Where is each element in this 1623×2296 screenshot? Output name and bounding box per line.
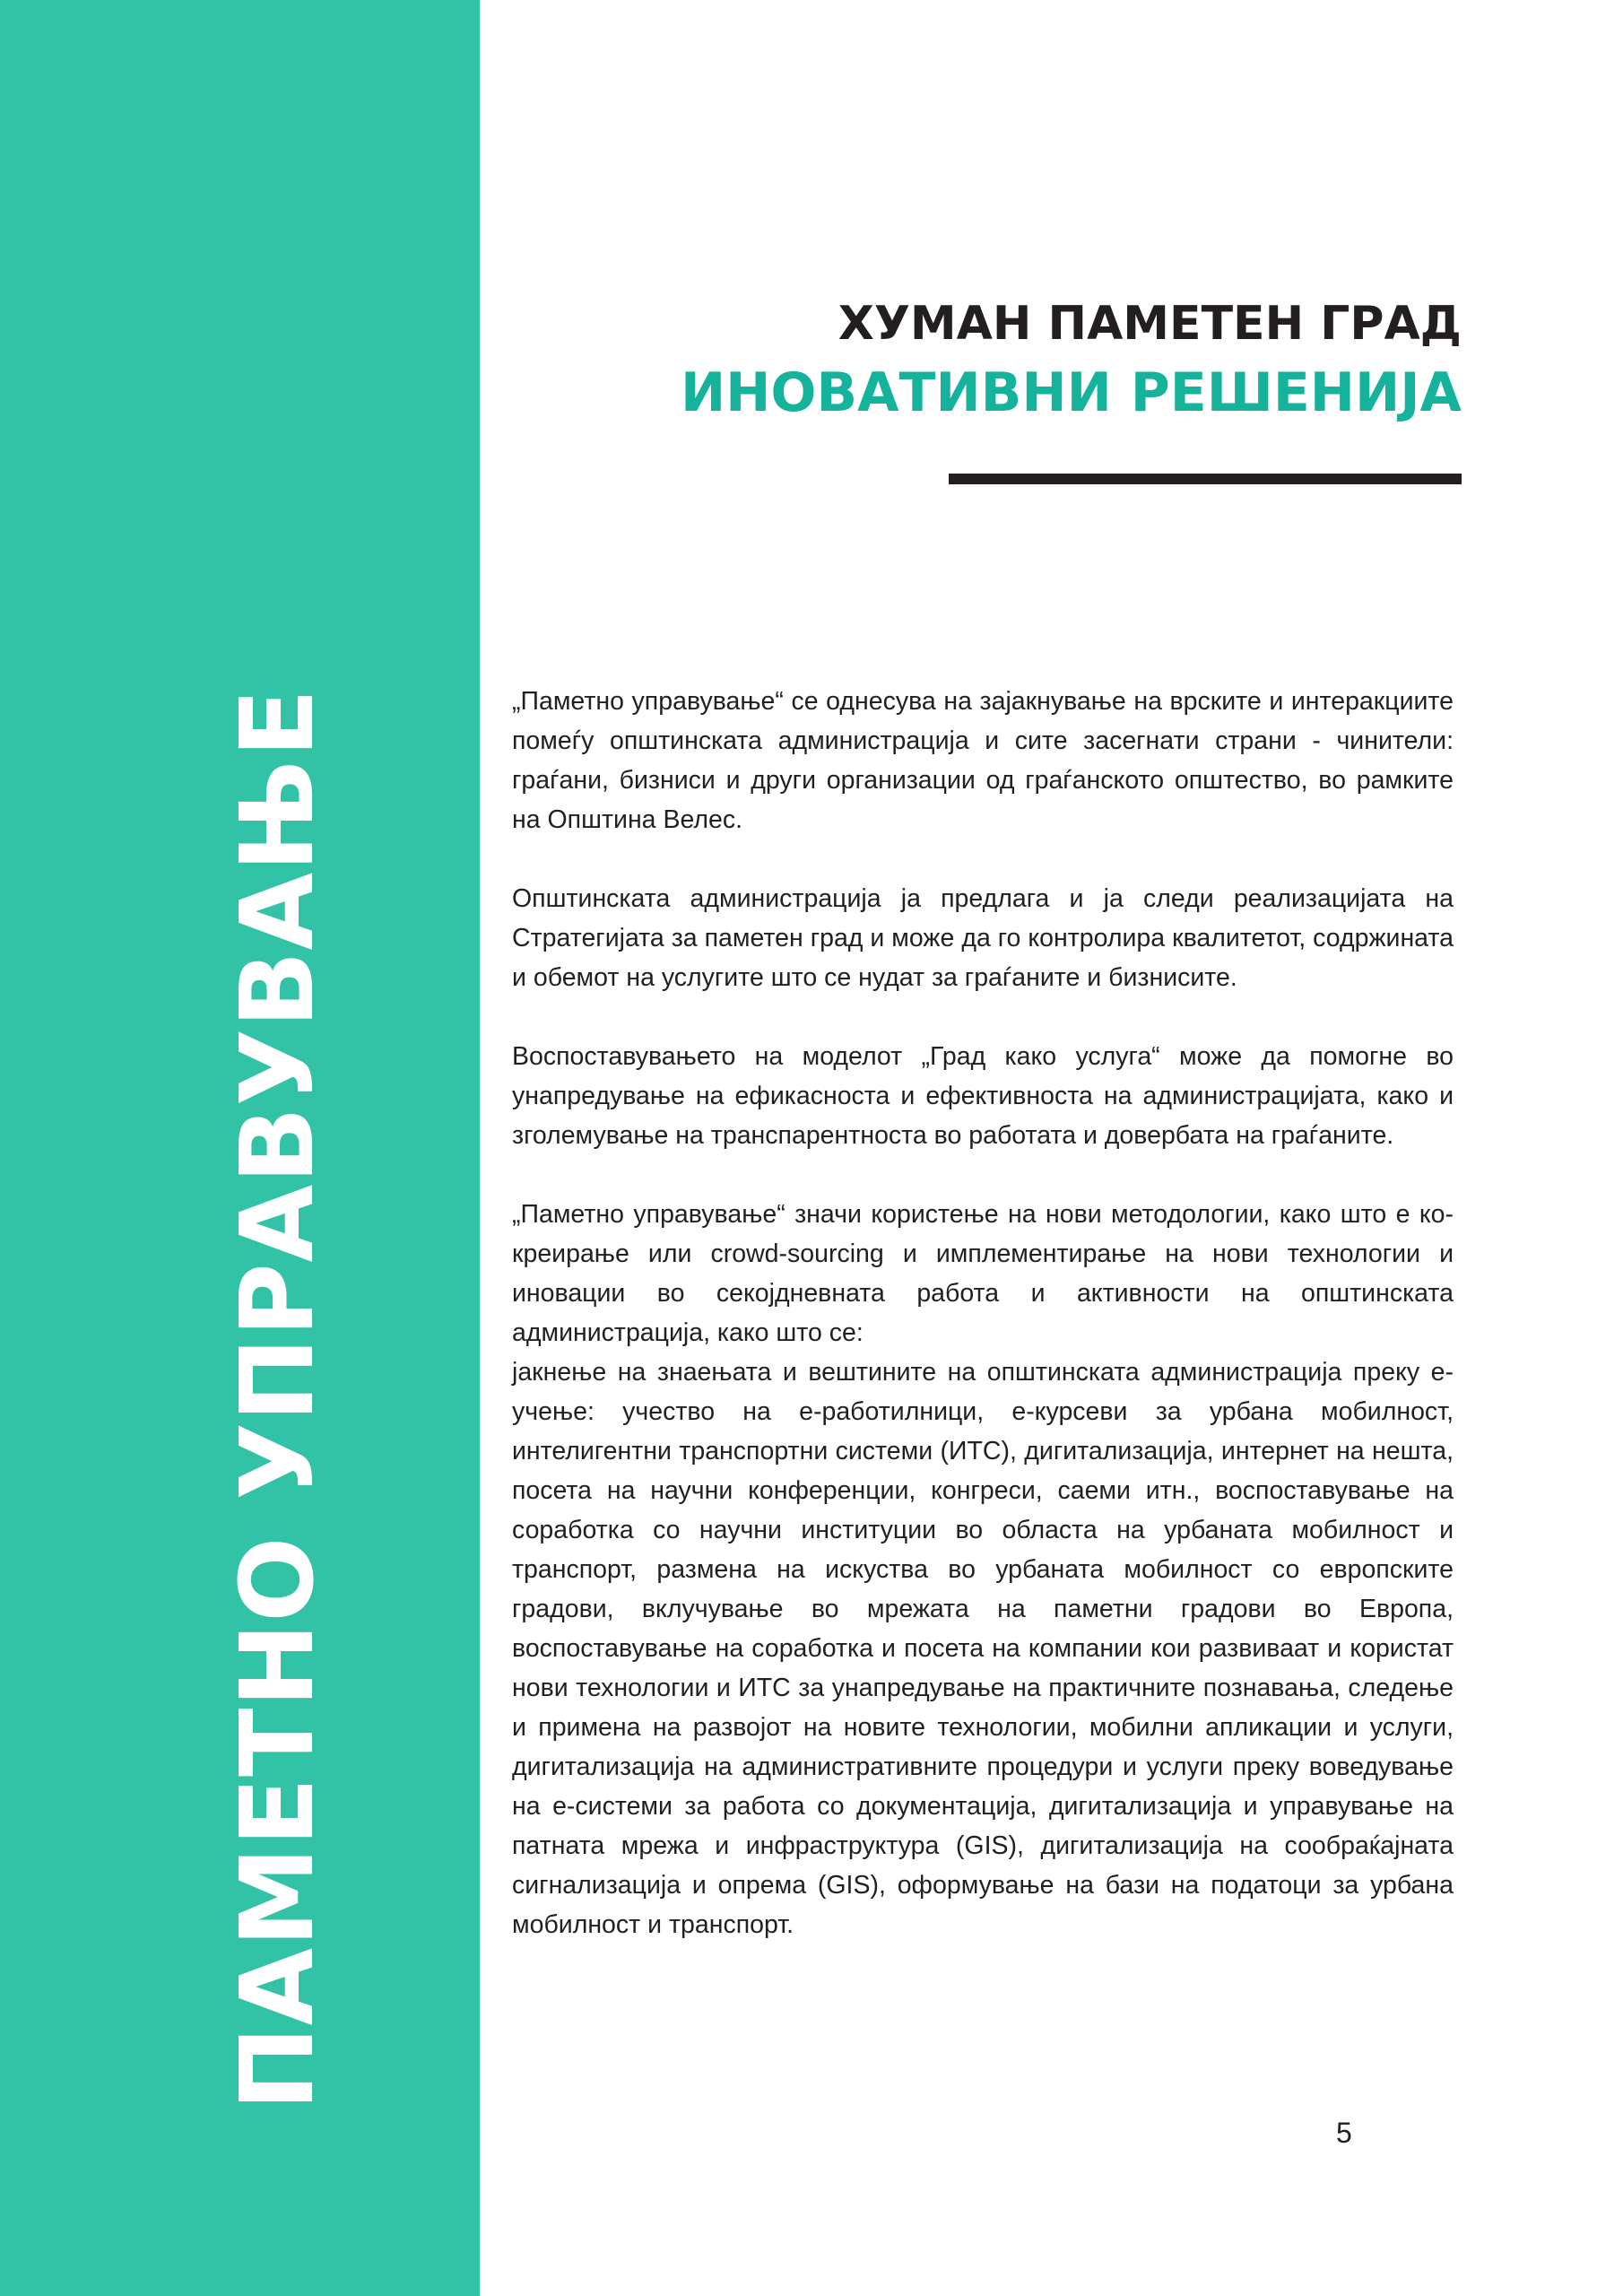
paragraph: Воспоставувањето на моделот „Град како услуга“ може да помогне во унапредување на ефикасноста и ефективноста на администрацијата, како и зголемување на транспарентноста во работата и довербата на граѓаните. bbox=[512, 1042, 1454, 1150]
header bbox=[681, 296, 1462, 425]
page-number: 5 bbox=[1336, 2117, 1352, 2149]
paragraph: „Паметно управување“ значи користење на нови методологии, како што е ко-креирање или crowd-sourcing и имплементирање на нови технологии и иновации во секојдневната работа и активности на општинската администрација, како што се: bbox=[512, 1200, 1454, 1347]
paragraph: „Паметно управување“ се однесува на зајакнување на врските и интеракциите помеѓу општинската администрација и сите засегнати страни - чинители: граѓани, бизниси и други организации од граѓанското општество, во рамките на Општина Велес. bbox=[512, 687, 1454, 834]
page-subtitle: ИНОВАТИВНИ РЕШЕНИЈА bbox=[680, 361, 1462, 425]
sidebar-band bbox=[0, 0, 480, 2296]
paragraph: јакнење на знаењата и вештините на општинската администрација преку е-учење: учество на е-работилници, е-курсеви за урбана мобилност, интелигентни транспортни системи (ИТС), дигитализација, интернет на нешта, посета на научни конференции, конгреси, саеми итн., воспоставување на соработка со научни институции во областа на урбаната мобилност и транспорт, размена на искуства во урбаната мобилност со европските градови, вклучување во мрежата на паметни градови во Европа, воспоставување на соработка и посета на компании кои развиваат и користат нови технологии и ИТС за унапредување на практичните познавања, следење и примена на развојот на новите технологии, мобилни апликации и услуги, дигитализација на административните процедури и услуги преку воведување на е-системи за работа со документација, дигитализација и управување на патната мрежа и инфраструктура (GIS), дигитализација на сообраќајната сигнализација и опрема (GIS), оформување на бази на податоци за урбана мобилност и транспорт. bbox=[512, 1358, 1454, 1939]
paragraph: Општинската администрација ја предлага и ја следи реализацијата на Стратегијата за паметен град и може да го контролира квалитетот, содржината и обемот на услугите што се нудат за граѓаните и бизнисите. bbox=[512, 884, 1454, 992]
body-text bbox=[512, 682, 1454, 1984]
vertical-section-title: ПАМЕТНО УПРАВУВАЊЕ bbox=[220, 687, 336, 2111]
page-title: ХУМАН ПАМЕТЕН ГРАД bbox=[838, 297, 1462, 351]
title-divider bbox=[949, 474, 1462, 484]
